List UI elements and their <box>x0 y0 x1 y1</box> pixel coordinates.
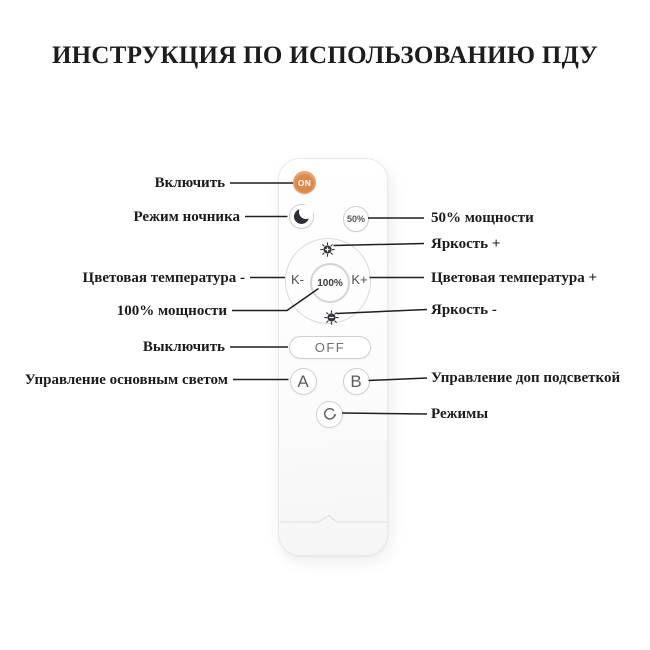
channel-a-button[interactable] <box>290 368 317 395</box>
remote-control <box>278 158 388 556</box>
label-modes: Режимы <box>431 406 489 422</box>
off-button[interactable] <box>289 336 371 359</box>
label-power-off: Выключить <box>142 339 225 355</box>
on-button-label: ON <box>297 177 312 188</box>
modes-button[interactable] <box>316 401 343 428</box>
center-pad <box>285 238 371 324</box>
label-main-light: Управление основным светом <box>24 372 228 388</box>
label-kelvin-plus: Цветовая температура + <box>431 270 597 286</box>
channel-b-button[interactable] <box>343 368 370 395</box>
label-aux-light: Управление доп подсветкой <box>431 370 621 386</box>
night-mode-button[interactable] <box>289 204 314 229</box>
label-kelvin-minus: Цветовая температура - <box>82 270 245 286</box>
kelvin-plus-button[interactable]: K+ <box>351 272 368 287</box>
label-brightness-up: Яркость + <box>431 236 501 252</box>
label-half-power: 50% мощности <box>431 210 534 226</box>
label-full-power: 100% мощности <box>116 303 227 319</box>
sun-minus-icon[interactable] <box>324 310 339 325</box>
channel-a-label: A <box>297 371 309 391</box>
label-brightness-down: Яркость - <box>431 302 497 318</box>
off-button-label: OFF <box>314 340 346 355</box>
full-power-button[interactable] <box>310 263 350 303</box>
on-button[interactable] <box>293 171 316 194</box>
moon-icon <box>294 209 309 224</box>
battery-cover-notch <box>279 511 387 527</box>
full-power-label: 100% <box>317 277 343 289</box>
label-night-mode: Режим ночника <box>133 209 240 225</box>
cycle-icon <box>321 406 338 423</box>
label-power-on: Включить <box>154 175 225 191</box>
sun-plus-icon[interactable] <box>320 242 335 257</box>
half-power-button[interactable] <box>343 206 369 232</box>
page-title: ИНСТРУКЦИЯ ПО ИСПОЛЬЗОВАНИЮ ПДУ <box>51 42 599 69</box>
channel-b-label: B <box>350 371 362 391</box>
kelvin-minus-button[interactable]: K- <box>291 272 304 287</box>
half-power-label: 50% <box>346 214 365 224</box>
